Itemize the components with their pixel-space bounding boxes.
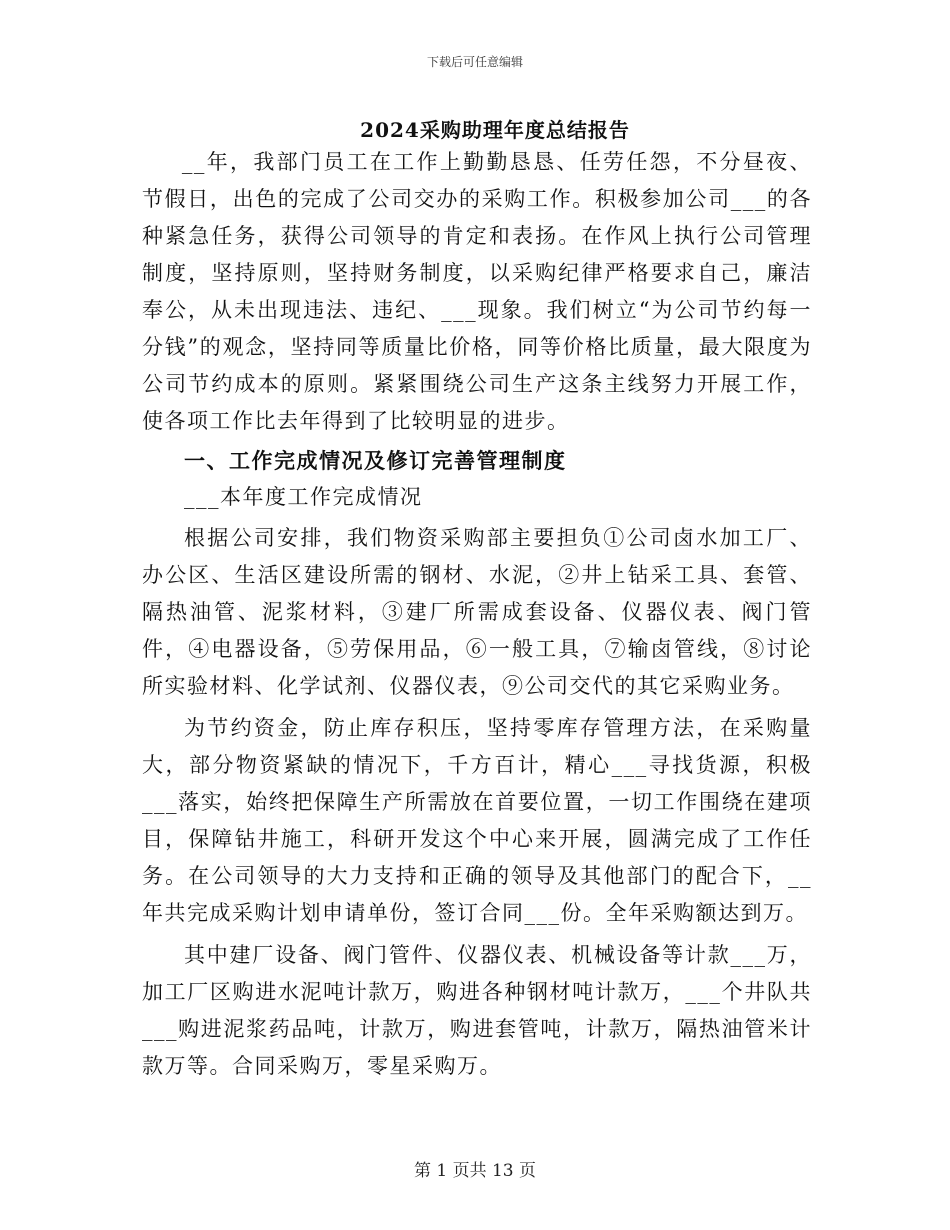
body-paragraph: 其中建厂设备、阀门管件、仪器仪表、机械设备等计款___万，加工厂区购进水泥吨计款万，购进各种钢材吨计款万，___个井队共___购进泥浆药品吨，计款万，购进套管吨，计款万，隔热油管米计款万等。合同采购万，零星采购万。 [142, 943, 812, 1078]
section-subheading: ___本年度工作完成情况 [184, 485, 423, 509]
document-title: 2024采购助理年度总结报告 [360, 118, 630, 142]
section-heading: 一、工作完成情况及修订完善管理制度 [184, 448, 567, 473]
page-number: 第 1 页共 13 页 [413, 1161, 537, 1181]
body-paragraph: 为节约资金，防止库存积压，坚持零库存管理方法，在采购量大，部分物资紧缺的情况下，千方百计，精心___寻找货源，积极___落实，始终把保障生产所需放在首要位置，一切工作围绕在建项目，保障钻井施工，科研开发这个中心来开展，圆满完成了工作任务。在公司领导的大力支持和正确的领导及其他部门的配合下，__年共完成采购计划申请单份，签订合同___份。全年采购额达到万。 [142, 716, 812, 925]
body-paragraph: 根据公司安排，我们物资采购部主要担负①公司卤水加工厂、办公区、生活区建设所需的钢材、水泥，②井上钻采工具、套管、隔热油管、泥浆材料，③建厂所需成套设备、仪器仪表、阀门管件，④电器设备，⑤劳保用品，⑥一般工具，⑦输卤管线，⑧讨论所实验材料、化学试剂、仪器仪表，⑨公司交代的其它采购业务。 [142, 526, 812, 698]
document-body [142, 144, 812, 1085]
intro-paragraph: __年，我部门员工在工作上勤勤恳恳、任劳任怨，不分昼夜、节假日，出色的完成了公司交办的采购工作。积极参加公司___的各种紧急任务，获得公司领导的肯定和表扬。在作风上执行公司管理制度，坚持原则，坚持财务制度，以采购纪律严格要求自己，廉洁奉公，从未出现违法、违纪、___现象。我们树立“为公司节约每一分钱”的观念，坚持同等质量比价格，同等价格比质量，最大限度为公司节约成本的原则。紧紧围绕公司生产这条主线努力开展工作，使各项工作比去年得到了比较明显的进步。 [142, 150, 812, 433]
page-header-note: 下载后可任意编辑 [426, 55, 523, 69]
